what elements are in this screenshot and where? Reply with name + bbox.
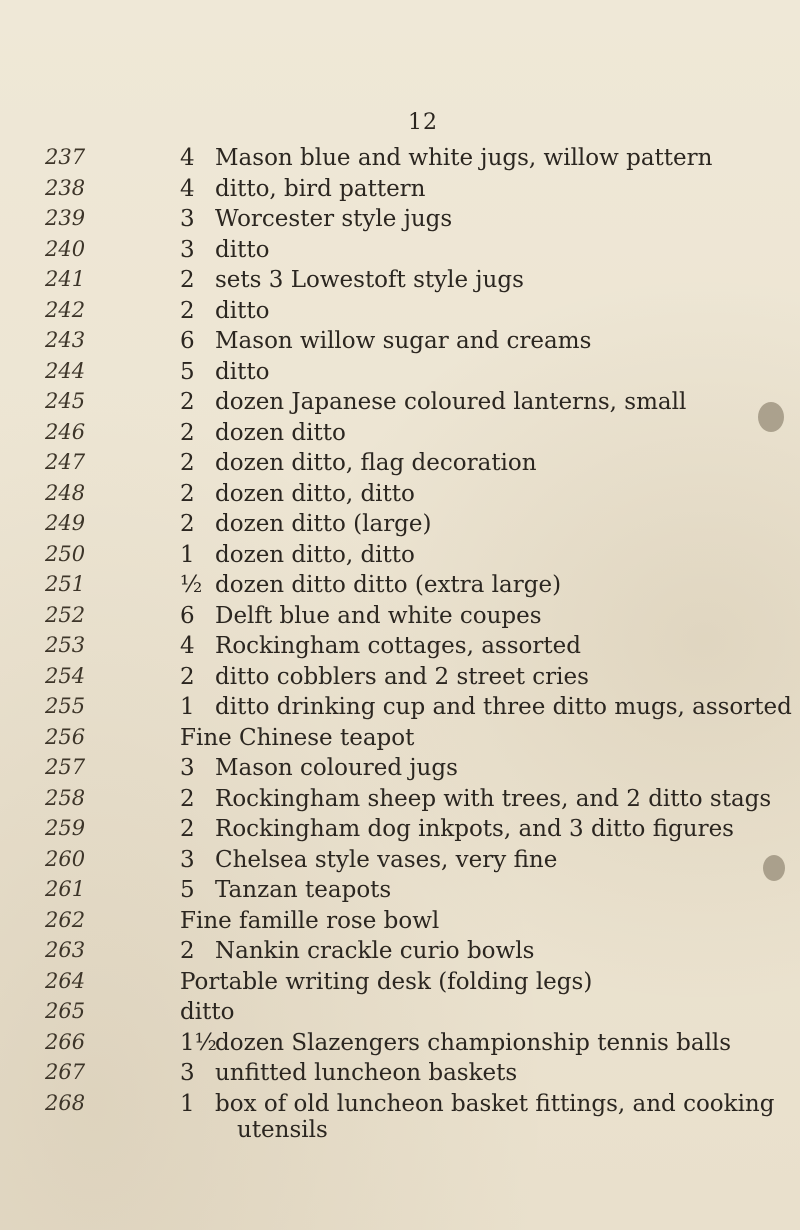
lot-row: [0, 481, 800, 512]
lot-description-text: ditto drinking cup and three ditto mugs, assorted: [215, 694, 792, 720]
lot-quantity: ½: [180, 572, 203, 598]
lot-row: [0, 938, 800, 969]
lot-quantity: 2: [180, 480, 195, 507]
lot-description-text: Mason willow sugar and creams: [215, 328, 592, 354]
lot-description: [215, 1030, 731, 1056]
lot-number: 247: [45, 450, 86, 474]
lot-description-text: ditto: [215, 297, 270, 324]
lot-quantity: 1: [180, 1090, 195, 1117]
lot-description: [180, 725, 414, 751]
lot-description: [215, 511, 432, 537]
lot-description: [180, 908, 439, 934]
lot-quantity: 1: [180, 694, 195, 720]
lot-description: [215, 542, 415, 568]
lot-number: 268: [45, 1090, 86, 1115]
lot-list: [0, 145, 800, 1153]
lot-row: [0, 603, 800, 634]
lot-row: [0, 694, 800, 725]
lot-row: [0, 389, 800, 420]
lot-quantity: 2: [180, 267, 195, 293]
lot-number: 251: [45, 572, 86, 596]
lot-row: [0, 908, 800, 939]
lot-number: 250: [45, 541, 86, 566]
lot-quantity: 2: [180, 938, 195, 964]
lot-row: [0, 816, 800, 847]
lot-description: [215, 877, 391, 903]
lot-number: 245: [45, 389, 86, 413]
lot-row: [0, 572, 800, 603]
lot-description-text: Portable writing desk (folding legs): [180, 968, 593, 995]
lot-quantity: 2: [180, 450, 195, 476]
lot-quantity: 2: [180, 785, 195, 812]
lot-number: 267: [45, 1060, 86, 1084]
lot-description-text: Fine Chinese teapot: [180, 724, 415, 751]
lot-quantity: 2: [180, 511, 195, 537]
lot-row: [0, 877, 800, 908]
lot-quantity: 5: [180, 877, 195, 903]
lot-description-continuation: utensils: [237, 1116, 328, 1143]
lot-number: 257: [45, 755, 86, 779]
lot-quantity: 6: [180, 602, 195, 629]
lot-description-text: dozen ditto, ditto: [215, 480, 415, 507]
lot-number: 243: [45, 328, 86, 352]
lot-description-text: ditto cobblers and 2 street cries: [215, 663, 589, 690]
lot-description-text: ditto: [215, 236, 270, 263]
lot-description-text: Fine famille rose bowl: [180, 907, 440, 934]
lot-quantity: 2: [180, 297, 195, 324]
lot-number: 259: [45, 816, 86, 840]
lot-number: 253: [45, 633, 86, 657]
lot-number: 256: [45, 724, 86, 749]
lot-number: 248: [45, 480, 86, 505]
lot-description-text: ditto, bird pattern: [215, 175, 426, 202]
lot-quantity: 3: [180, 755, 195, 781]
lot-number: 246: [45, 419, 86, 444]
lot-description: [215, 450, 537, 476]
lot-description-text: dozen Slazengers championship tennis balls: [215, 1029, 732, 1056]
lot-description: [215, 389, 686, 415]
lot-description-text: Delft blue and white coupes: [215, 602, 542, 629]
lot-quantity: 2: [180, 419, 195, 446]
lot-quantity: 5: [180, 358, 195, 385]
lot-row: [0, 267, 800, 298]
lot-row: [0, 725, 800, 756]
lot-quantity: 3: [180, 206, 195, 232]
lot-quantity: 2: [180, 663, 195, 690]
lot-description-text: Rockingham sheep with trees, and 2 ditto stags: [215, 785, 772, 812]
lot-description-text: dozen ditto, ditto: [215, 541, 415, 568]
lot-number: 254: [45, 663, 86, 688]
lot-quantity: 3: [180, 846, 195, 873]
lot-description-text: ditto: [215, 358, 270, 385]
lot-row: [0, 755, 800, 786]
lot-quantity: 4: [180, 633, 195, 659]
lot-description-text: Chelsea style vases, very fine: [215, 846, 558, 873]
lot-number: 264: [45, 968, 86, 993]
lot-number: 255: [45, 694, 86, 718]
lot-number: 263: [45, 938, 86, 962]
lot-description-text: Rockingham cottages, assorted: [215, 633, 581, 659]
lot-number: 249: [45, 511, 86, 535]
lot-number: 261: [45, 877, 86, 901]
lot-quantity: 3: [180, 236, 195, 263]
lot-number: 260: [45, 846, 86, 871]
lot-description-text: sets 3 Lowestoft style jugs: [215, 267, 524, 293]
lot-description-text: dozen ditto, flag decoration: [215, 450, 537, 476]
lot-description: [215, 328, 591, 354]
lot-number: 238: [45, 175, 86, 200]
lot-description: [215, 633, 581, 659]
lot-number: 258: [45, 785, 86, 810]
lot-description: [215, 816, 734, 842]
lot-row: [0, 1091, 800, 1153]
lot-description-text: dozen ditto: [215, 419, 346, 446]
lot-row: [0, 786, 800, 817]
lot-description: [215, 938, 534, 964]
lot-row: [0, 176, 800, 207]
lot-description: [215, 481, 415, 507]
lot-description-text: dozen ditto (large): [215, 511, 432, 537]
lot-number: 252: [45, 602, 86, 627]
lot-row: [0, 633, 800, 664]
lot-quantity: 2: [180, 389, 195, 415]
lot-row: [0, 328, 800, 359]
lot-quantity: 1: [180, 541, 195, 568]
lot-quantity: 2: [180, 816, 195, 842]
lot-row: [0, 664, 800, 695]
lot-row: [0, 511, 800, 542]
lot-description: [215, 847, 557, 873]
lot-description-text: dozen ditto ditto (extra large): [215, 572, 562, 598]
lot-number: 266: [45, 1029, 86, 1054]
lot-description: [215, 694, 792, 720]
lot-description: [215, 145, 712, 171]
lot-number: 265: [45, 999, 86, 1023]
lot-row: [0, 847, 800, 878]
lot-description: [215, 176, 425, 202]
lot-description: [215, 1060, 517, 1086]
lot-description: [215, 298, 269, 324]
lot-row: [0, 542, 800, 573]
lot-description: [180, 969, 592, 995]
lot-description: [180, 999, 234, 1025]
lot-description: [215, 267, 524, 293]
lot-row: [0, 237, 800, 268]
lot-description-text: unfitted luncheon baskets: [215, 1060, 518, 1086]
lot-number: 241: [45, 267, 86, 291]
lot-description-text: Nankin crackle curio bowls: [215, 938, 535, 964]
lot-number: 244: [45, 358, 86, 383]
lot-description: [215, 572, 561, 598]
lot-quantity: 4: [180, 175, 195, 202]
lot-description: [215, 1091, 774, 1143]
lot-description: [215, 420, 346, 446]
lot-row: [0, 450, 800, 481]
lot-number: 242: [45, 297, 86, 322]
lot-description: [215, 786, 771, 812]
lot-description: [215, 206, 452, 232]
lot-row: [0, 1060, 800, 1091]
lot-description-text: box of old luncheon basket fittings, and cooking: [215, 1090, 775, 1117]
lot-description: [215, 603, 542, 629]
lot-description-text: Rockingham dog inkpots, and 3 ditto figures: [215, 816, 734, 842]
lot-number: 240: [45, 236, 86, 261]
lot-row: [0, 298, 800, 329]
lot-description-text: Worcester style jugs: [215, 206, 453, 232]
lot-quantity: 3: [180, 1060, 195, 1086]
lot-quantity: 1½: [180, 1029, 217, 1056]
lot-description-text: dozen Japanese coloured lanterns, small: [215, 389, 687, 415]
lot-description-text: Tanzan teapots: [215, 877, 392, 903]
lot-row: [0, 420, 800, 451]
lot-row: [0, 1030, 800, 1061]
lot-description: [215, 237, 269, 263]
lot-row: [0, 145, 800, 176]
lot-description: [215, 359, 269, 385]
lot-number: 237: [45, 145, 86, 169]
lot-row: [0, 206, 800, 237]
lot-description: [215, 664, 589, 690]
lot-row: [0, 969, 800, 1000]
page-number: 12: [408, 110, 438, 135]
lot-row: [0, 359, 800, 390]
lot-description-text: ditto: [180, 999, 235, 1025]
lot-number: 262: [45, 907, 86, 932]
lot-number: 239: [45, 206, 86, 230]
lot-description: [215, 755, 458, 781]
lot-quantity: 4: [180, 145, 195, 171]
lot-row: [0, 999, 800, 1030]
lot-description-text: Mason coloured jugs: [215, 755, 458, 781]
lot-quantity: 6: [180, 328, 195, 354]
lot-description-text: Mason blue and white jugs, willow pattern: [215, 145, 713, 171]
